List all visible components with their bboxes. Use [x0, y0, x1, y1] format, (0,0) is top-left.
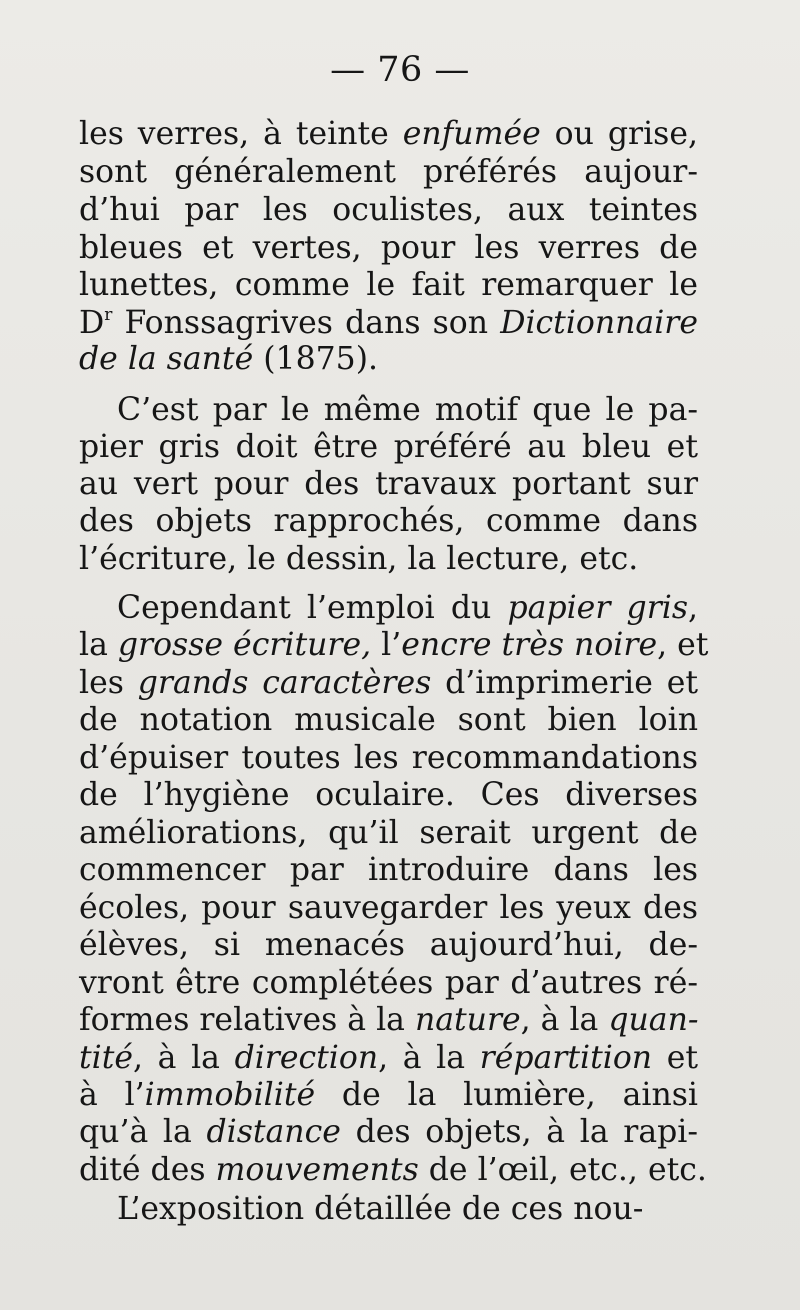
italic-text: tité [79, 1040, 134, 1076]
text-line [79, 926, 698, 964]
text-run: vront être complétées par d’autres ré- [79, 965, 698, 1001]
text-run: L’exposition détaillée de ces nou- [117, 1191, 644, 1227]
text-run: dité des [79, 1152, 216, 1188]
text-line [79, 964, 698, 1002]
text-run: améliorations, qu’il serait urgent de [79, 815, 698, 851]
text-line [79, 540, 698, 578]
text-run: d’hui par les oculistes, aux teintes [79, 192, 698, 228]
text-line [79, 340, 698, 378]
text-line [79, 776, 698, 814]
text-run: l’ [371, 627, 402, 663]
text-run: lunettes, comme le fait remarquer le [79, 267, 698, 303]
italic-text: distance [206, 1114, 341, 1150]
text-line [79, 889, 698, 927]
text-line [117, 1190, 698, 1228]
text-line [79, 153, 698, 191]
text-run: , et [657, 627, 709, 663]
text-run: la [79, 627, 118, 663]
italic-text: Dictionnaire [500, 305, 698, 341]
text-line [79, 115, 698, 153]
text-run: des objets rapprochés, comme dans [79, 503, 698, 539]
text-line [79, 664, 698, 702]
text-line [79, 1151, 707, 1189]
text-line [117, 589, 698, 627]
text-run: qu’à la [79, 1114, 207, 1150]
text-line [117, 391, 698, 429]
italic-text: mouvements [215, 1152, 419, 1188]
text-run: et [652, 1040, 698, 1076]
text-line [79, 1113, 698, 1151]
text-line [79, 851, 698, 889]
text-run: à l’ [79, 1077, 145, 1113]
text-line [79, 304, 698, 342]
text-line [79, 465, 698, 503]
text-line [79, 428, 698, 466]
text-line [79, 1039, 698, 1077]
text-run: D [79, 305, 105, 341]
text-run: au vert pour des travaux portant sur [79, 466, 698, 502]
text-run: l’écriture, le dessin, la lecture, etc. [79, 541, 639, 577]
text-run: bleues et vertes, pour les verres de [79, 230, 698, 266]
text-run: d’épuiser toutes les recommandations [79, 740, 698, 776]
italic-text: encre très noire [401, 627, 658, 663]
text-run: , [688, 590, 699, 626]
text-run: écoles, pour sauvegarder les yeux des [79, 890, 698, 926]
text-line [79, 1076, 698, 1114]
italic-text: papier gris [507, 590, 688, 626]
italic-text: de la santé [79, 341, 254, 377]
text-line [79, 739, 698, 777]
text-run: , à la [378, 1040, 480, 1076]
text-run: de l’hygiène oculaire. Ces diverses [79, 777, 698, 813]
page-number: — 76 — [330, 50, 470, 90]
text-run: Cependant l’emploi du [117, 590, 508, 626]
text-line [79, 229, 698, 267]
text-run: d’imprimerie et [431, 665, 698, 701]
text-run: élèves, si menacés aujourd’hui, de- [79, 927, 698, 963]
text-run: de la lumière, ainsi [315, 1077, 698, 1113]
text-line [79, 701, 698, 739]
text-run: Fonssagrives dans son [112, 305, 501, 341]
text-run: formes relatives à la [79, 1002, 415, 1038]
italic-text: immobilité [144, 1077, 316, 1113]
italic-text: quan- [608, 1002, 699, 1038]
italic-text: nature [414, 1002, 521, 1038]
text-line [79, 266, 698, 304]
text-run: C’est par le même motif que le pa- [117, 392, 698, 428]
text-line [79, 626, 709, 664]
text-run: , à la [133, 1040, 235, 1076]
italic-text: direction [234, 1040, 379, 1076]
text-line [79, 502, 698, 540]
text-run: (1875). [253, 341, 379, 377]
text-run: les [79, 665, 138, 701]
text-run: de l’œil, etc., etc. [418, 1152, 707, 1188]
text-run: sont généralement préférés aujour- [79, 154, 698, 190]
italic-text: répartition [479, 1040, 653, 1076]
text-run: pier gris doit être préféré au bleu et [79, 429, 698, 465]
text-run: , à la [520, 1002, 609, 1038]
italic-text: grosse écriture, [117, 627, 372, 663]
text-run: des objets, à la rapi- [340, 1114, 699, 1150]
superscript-text: r [104, 305, 113, 325]
text-run: ou grise, [540, 116, 698, 152]
italic-text: enfumée [402, 116, 541, 152]
text-run: commencer par introduire dans les [79, 852, 698, 888]
text-run: de notation musicale sont bien loin [79, 702, 698, 738]
text-line [79, 1001, 698, 1039]
text-line [79, 191, 698, 229]
text-line [79, 814, 698, 852]
italic-text: grands caractères [137, 665, 432, 701]
text-run: les verres, à teinte [79, 116, 403, 152]
